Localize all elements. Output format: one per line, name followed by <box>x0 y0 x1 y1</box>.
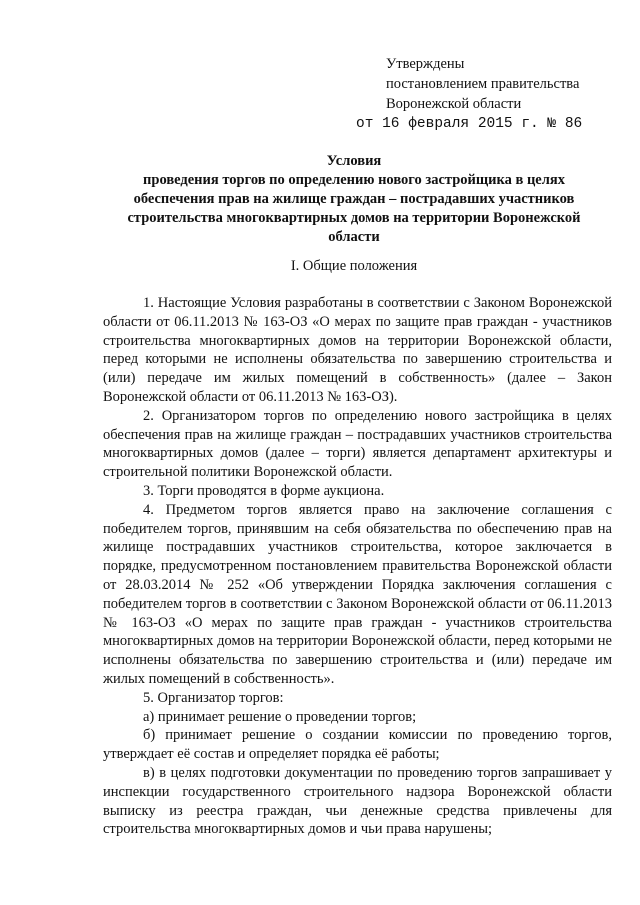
paragraph: 1. Настоящие Условия разработаны в соответствии с Законом Воронежской области от 06.11.2013 № 163-ОЗ «О мерах по защите прав граждан - участников строительства многоквартирных домов на территории Воронежской области, перед которыми не исполнены обязательства по завершению строительства и (или) передаче им жилых помещений в собственность» (далее – Закон Воронежской области от 06.11.2013 № 163-ОЗ). <box>103 295 612 405</box>
paragraph: 5. Организатор торгов: <box>143 689 284 706</box>
title-line-4: строительства многоквартирных домов на территории Воронежской <box>127 210 581 226</box>
document-body <box>103 294 612 839</box>
section-title: I. Общие положения <box>290 258 418 274</box>
title-line-5: области <box>328 229 380 245</box>
paragraph: в) в целях подготовки документации по проведению торгов запрашивает у инспекции государственного строительного надзора Воронежской области выписку из реестра граждан, чьи денежные средства привлечены для строительства многоквартирных домов и чьи права нарушены; <box>103 764 612 838</box>
approval-line-2: постановлением правительства <box>386 76 580 92</box>
paragraph: б) принимает решение о создании комиссии по проведению торгов, утверждает её состав и определяет порядка её работы; <box>103 727 612 763</box>
approval-line-3: Воронежской области <box>386 96 522 112</box>
approval-stamp <box>356 54 583 134</box>
paragraph: 3. Торги проводятся в форме аукциона. <box>143 482 385 499</box>
approval-date-line: от 16 февраля 2015 г. № 86 <box>356 116 583 132</box>
paragraph: а) принимает решение о проведении торгов; <box>143 708 417 725</box>
approval-line-1: Утверждены <box>386 56 465 72</box>
title-line-1: Условия <box>326 153 382 169</box>
title-line-3: обеспечения прав на жилище граждан – пострадавших участников <box>133 191 575 207</box>
document-title <box>96 152 612 247</box>
title-line-2: проведения торгов по определению нового застройщика в целях <box>143 172 565 188</box>
paragraph: 2. Организатором торгов по определению нового застройщика в целях обеспечения прав на жилище граждан – пострадавших участников строительства многоквартирных домов (далее – торги) является департамент архитектуры и строительной политики Воронежской области. <box>103 407 612 481</box>
paragraph: 4. Предметом торгов является право на заключение соглашения с победителем торгов, принявшим на себя обязательства по обеспечению прав на жилище пострадавших участников строительства, которое заключается в порядке, предусмотренном постановлением правительства Воронежской области от 28.03.2014 № 252 «Об утверждении Порядка заключения соглашения с победителем торгов в соответствии с Законом Воронежской области от 06.11.2013 № 163-ОЗ «О мерах по защите прав граждан - участников строительства многоквартирных домов на территории Воронежской области, перед которыми не исполнены обязательства по завершению строительства и (или) передаче им жилых помещений в собственность». <box>103 501 612 687</box>
